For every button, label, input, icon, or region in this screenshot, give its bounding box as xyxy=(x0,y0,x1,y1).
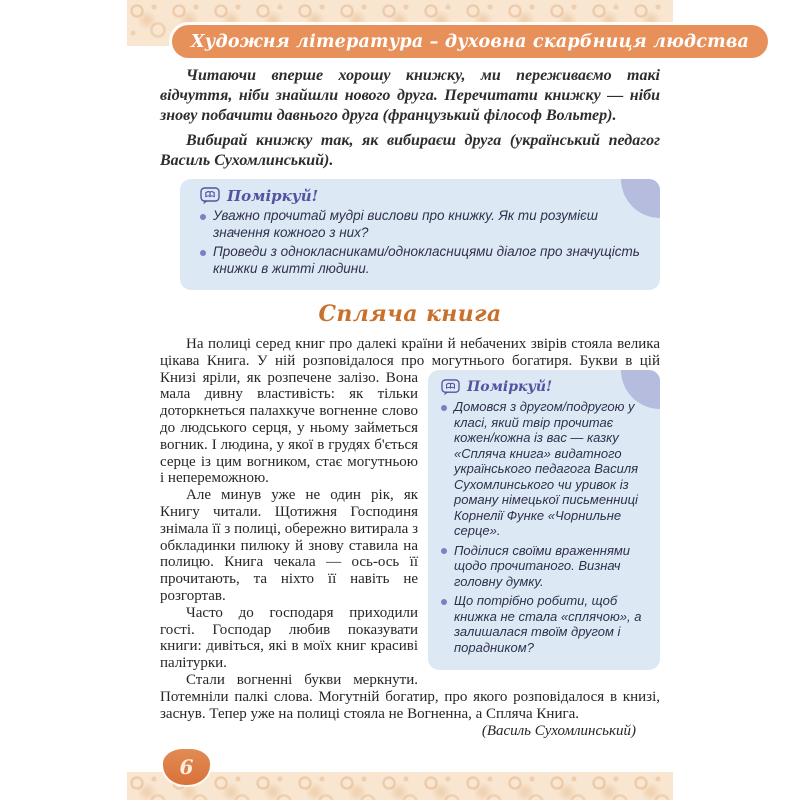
think-box-title: Поміркуй! xyxy=(227,187,319,205)
speech-bubble-book-icon xyxy=(200,187,220,205)
think-box-header xyxy=(200,187,640,205)
story-attribution: (Василь Сухомлинський) xyxy=(481,723,636,740)
epigraph-quotes xyxy=(160,66,660,171)
think-item: Уважно прочитай мудрі вислови про книжку. Як ти розумієш значення кожного з них? xyxy=(200,208,640,241)
story-paragraph: Часто до господаря приходили гості. Господар любив показувати книги: дивіться, які в моїх книг красиві палітурки. xyxy=(160,604,418,672)
think-item: Що потрібно робити, щоб книжка не стала «сплячою», а залишалася твоїм другом і порадником? xyxy=(441,593,650,655)
think-box-sidebar xyxy=(428,370,660,670)
story-paragraph: Стали вогненні букви меркнути. Потемніли палкі слова. Могутній богатир, про якого розповідалося в книзі, заснув. Тепер уже на полиці стояла не Вогненна, а Спляча Книга. xyxy=(160,671,660,722)
think-box-title: Поміркуй! xyxy=(467,379,553,396)
quote-voltaire: Читаючи вперше хорошу книжку, ми переживаємо такі відчуття, ніби знайшли нового друга. Перечитати книжку — ніби знову побачити давнього друга (французький філософ Вольтер). xyxy=(160,67,660,124)
think-item: Проведи з однокласниками/однокласницями діалог про значущість книжки в житті людини. xyxy=(200,244,640,277)
chapter-banner: Художня література – духовна скарбниця людства xyxy=(172,25,768,58)
think-box-list xyxy=(200,208,640,277)
story-title: Спляча книга xyxy=(318,301,502,327)
story-paragraph: На полиці серед книг про далекі країни й небачених звірів стояла велика цікава Книга. У ній розповідалося про могутнього богатиря. Букви в цій Книзі яріли, як розпечене залізо. Вона мала дивну властивість: як тільки доторкнеться палахкуче вогненне слово до людського серця, у ньому займеться вогник. І людина, у якої в грудях б'ється серце із цим вогником, стає могутньою і непереможною. xyxy=(160,336,660,487)
page-number-badge: 6 xyxy=(163,749,210,785)
think-box-header xyxy=(441,379,650,396)
bottom-ornament-band xyxy=(127,772,673,800)
story-paragraph: Але минув уже не один рік, як Книгу читали. Щотижня Господиня знімала її з полиці, обережно витирала з обкладинки пилюку й знову ставила на полицю. Книга чекала — ось-ось її прочитають, та ніхто її навіть не розгортав. xyxy=(160,487,418,604)
think-item: Поділися своїми враженнями щодо прочитаного. Визнач головну думку. xyxy=(441,543,650,590)
page-content xyxy=(160,66,660,740)
think-box-list xyxy=(441,399,650,655)
think-box-top xyxy=(180,179,660,290)
story-text xyxy=(160,336,660,740)
speech-bubble-book-icon xyxy=(441,379,460,396)
quote-sukhomlynsky: Вибирай книжку так, як вибираєш друга (український педагог Василь Сухомлинський). xyxy=(160,132,660,169)
think-item: Домовся з другом/подругою у класі, який твір прочитає кожен/кожна із вас — казку «Спляча книга» видатного українського педагога Василя Сухомлинського чи уривок із роману німецької письменниці Корнелії Функе «Чорнильне серце». xyxy=(441,399,650,539)
